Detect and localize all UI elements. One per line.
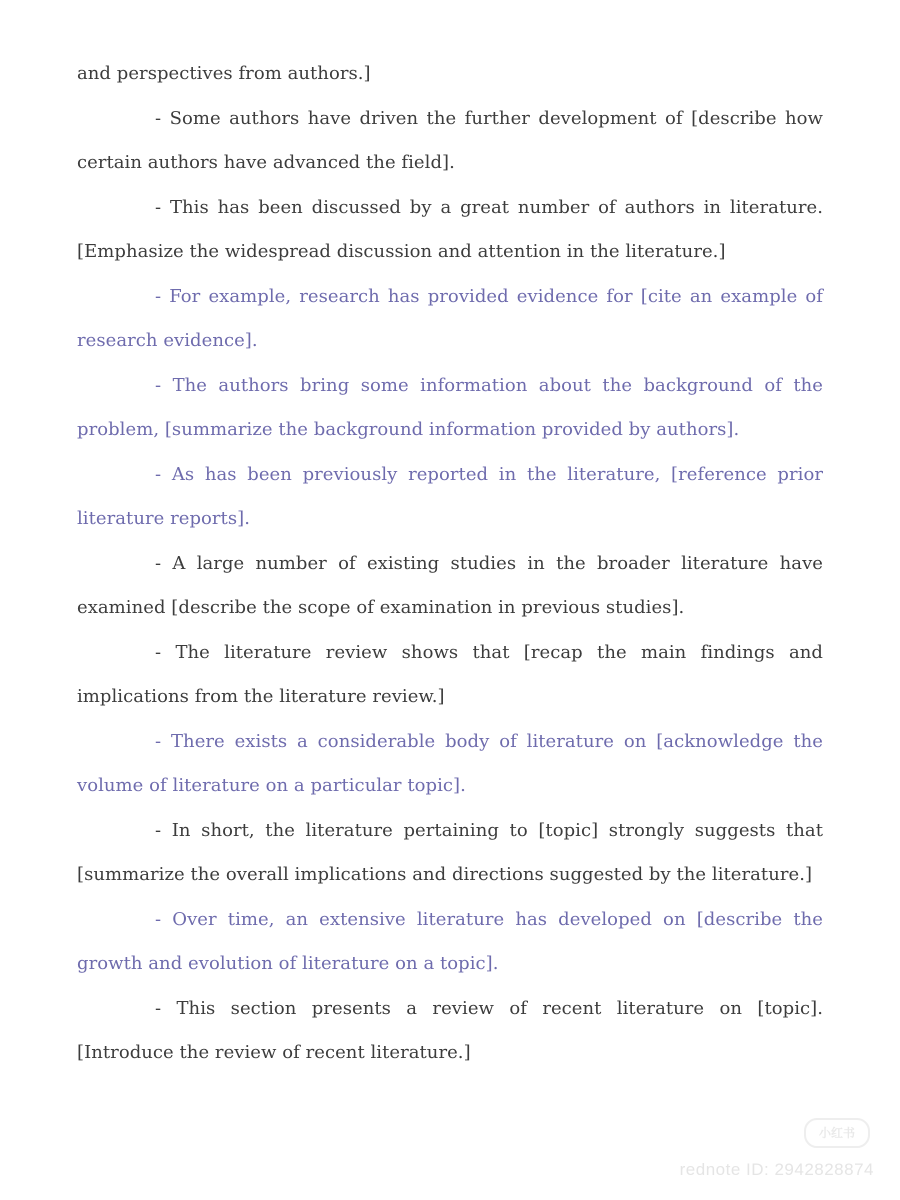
paragraph-review-shows: - The literature review shows that [recap the main findings and implications from the literature review.]	[77, 641, 823, 707]
paragraph-research-evidence: - For example, research has provided evidence for [cite an example of research evidence].	[77, 285, 823, 351]
paragraph-widely-discussed: - This has been discussed by a great number of authors in literature. [Emphasize the widespread discussion and attention in the literature.]	[77, 196, 823, 262]
paragraph-previously-reported: - As has been previously reported in the literature, [reference prior literature reports].	[77, 463, 823, 529]
document-body	[77, 52, 823, 1076]
paragraph-existing-studies: - A large number of existing studies in the broader literature have examined [describe the scope of examination in previous studies].	[77, 552, 823, 618]
rednote-id-watermark: rednote ID: 2942828874	[679, 1160, 874, 1179]
rednote-logo-watermark: 小红书	[804, 1118, 870, 1148]
paragraph-over-time: - Over time, an extensive literature has developed on [describe the growth and evolution of literature on a topic].	[77, 908, 823, 974]
paragraph-considerable-body: - There exists a considerable body of literature on [acknowledge the volume of literature on a particular topic].	[77, 730, 823, 796]
paragraph-authors-driven-development: - Some authors have driven the further development of [describe how certain authors have advanced the field].	[77, 107, 823, 173]
paragraph-continuation: and perspectives from authors.]	[77, 63, 371, 84]
paragraph-in-short: - In short, the literature pertaining to [topic] strongly suggests that [summarize the overall implications and directions suggested by the literature.]	[77, 819, 823, 885]
paragraph-this-section: - This section presents a review of recent literature on [topic]. [Introduce the review of recent literature.]	[77, 997, 823, 1063]
paragraph-background-information: - The authors bring some information about the background of the problem, [summarize the background information provided by authors].	[77, 374, 823, 440]
